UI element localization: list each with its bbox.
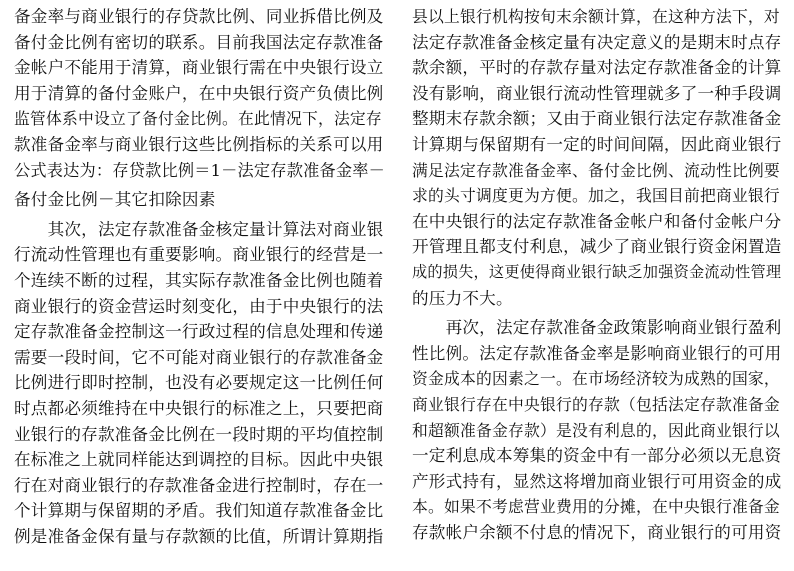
text-line: 比例进行即时控制，也没有必要规定这一比例任何 <box>14 373 384 393</box>
text-line: 资金成本的因素之一。在市场经济较为成熟的国家， <box>412 369 780 389</box>
text-line: 监管体系中设立了备付金比例。在此情况下，法定存 <box>14 109 382 129</box>
text-line: 产形式持有，显然这将增加商业银行可用资金的成 <box>412 471 782 491</box>
text-line: 商业银行的资金营运时刻变化，由于中央银行的法 <box>14 296 384 316</box>
text-line: 备金率与商业银行的存贷款比例、同业拆借比例及 <box>14 7 384 26</box>
text-line: 金帐户不能用于清算，商业银行需在中央银行设立 <box>14 58 384 78</box>
right-text-column <box>412 4 784 545</box>
text-line: 再次，法定存款准备金政策影响商业银行盈利 <box>412 318 782 338</box>
text-line: 公式表达为：存贷款比例＝1－法定存款准备金率－ <box>14 160 386 180</box>
text-line: 需要一段时间，它不可能对商业银行的存款准备金 <box>14 347 384 367</box>
text-line: 时点都必须维持在中央银行的标准之上，只要把商 <box>14 398 384 418</box>
text-line: 开管理且都支付利息，减少了商业银行资金闲置造 <box>412 237 782 257</box>
text-line: 和超额准备金存款）是没有利息的，因此商业银行以 <box>412 420 780 440</box>
text-line: 在中央银行的法定存款准备金帐户和备付金帐户分 <box>412 211 782 231</box>
text-line: 在标准之上就同样能达到调控的目标。因此中央银 <box>14 450 384 470</box>
text-line: 整期末存款余额；又由于商业银行法定存款准备金 <box>412 109 782 129</box>
text-line: 的压力不大。 <box>412 288 513 308</box>
text-line: 商业银行存在中央银行的存款（包括法定存款准备金 <box>412 394 780 414</box>
text-line: 例是准备金保有量与存款额的比值，所谓计算期指 <box>14 526 384 546</box>
text-line: 款余额，平时的存款存量对法定存款准备金的计算 <box>412 58 782 78</box>
text-line: 其次，法定存款准备金核定量计算法对商业银 <box>14 219 384 239</box>
text-line: 成的损失，这更使得商业银行缺乏加强资金流动性管理 <box>412 262 782 281</box>
text-line: 行在对商业银行的存款准备金进行控制时，存在一 <box>14 475 384 495</box>
text-line: 县以上银行机构按旬末余额计算，在这种方法下，对 <box>412 7 780 26</box>
text-line: 法定存款准备金核定量有决定意义的是期末时点存 <box>412 32 782 52</box>
text-line: 行流动性管理也有重要影响。商业银行的经营是一 <box>14 245 384 265</box>
text-line: 个连续不断的过程，其实际存款准备金比例也随着 <box>14 270 384 290</box>
text-line: 业银行的存款准备金比例在一段时期的平均值控制 <box>14 424 384 444</box>
text-line: 求的头寸调度更为方便。加之，我国目前把商业银行 <box>412 186 780 206</box>
text-line: 个计算期与保留期的矛盾。我们知道存款准备金比 <box>14 501 384 521</box>
text-line: 备付金比例有密切的联系。目前我国法定存款准备 <box>14 32 384 52</box>
text-line: 存款帐户余额不付息的情况下，商业银行的可用资 <box>412 522 782 542</box>
text-line: 款准备金率与商业银行这些比例指标的关系可以用 <box>14 134 384 154</box>
text-line: 没有影响，商业银行流动性管理就多了一种手段调 <box>412 83 782 103</box>
text-line: 计算期与保留期有一定的时间间隔，因此商业银行 <box>412 134 782 154</box>
text-line: 用于清算的备付金账户，在中央银行资产负债比例 <box>14 83 384 103</box>
text-line: 定存款准备金控制这一行政过程的信息处理和传递 <box>14 322 384 342</box>
text-line: 满足法定存款准备金率、备付金比例、流动性比例要 <box>412 160 780 180</box>
left-text-column <box>14 4 386 549</box>
text-line: 一定利息成本筹集的资金中有一部分必须以无息资 <box>412 446 782 466</box>
text-line: 本。如果不考虑营业费用的分摊，在中央银行准备金 <box>412 497 780 517</box>
text-line: 性比例。法定存款准备金率是影响商业银行的可用 <box>412 343 782 363</box>
text-line: 备付金比例－其它扣除因素 <box>14 190 216 210</box>
